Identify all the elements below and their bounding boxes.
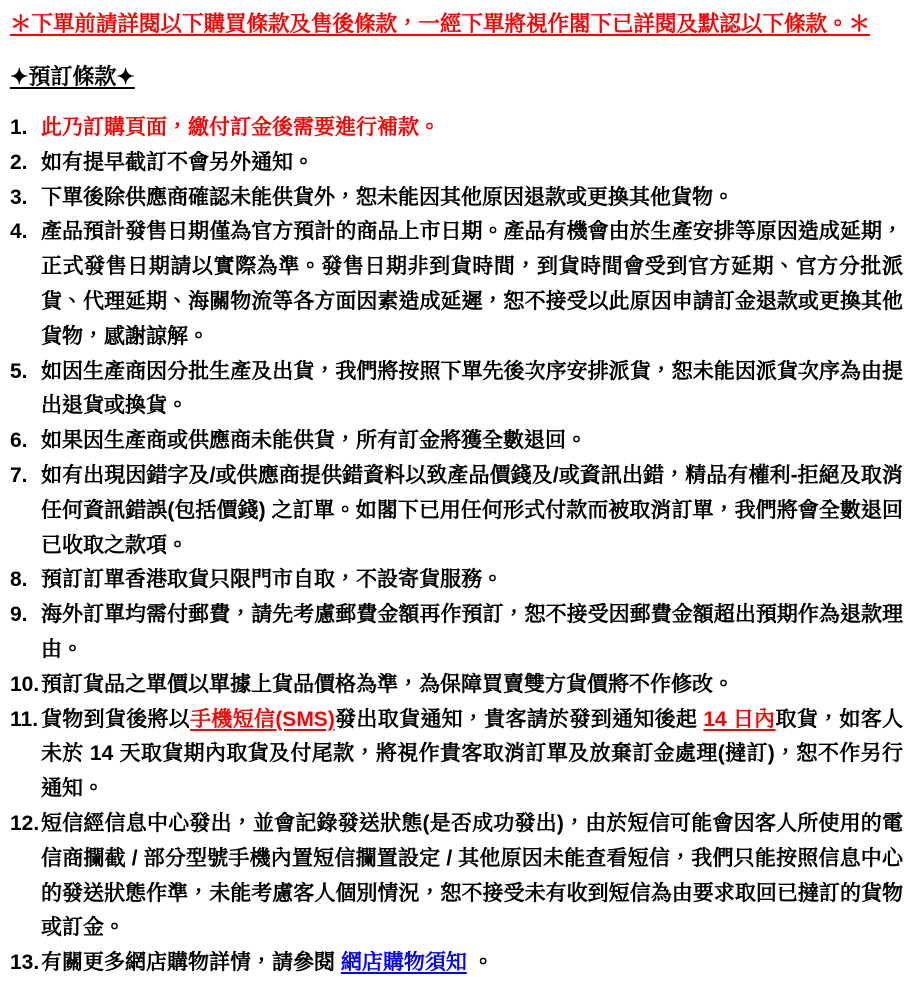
term-text	[41, 563, 903, 598]
term-number: 10.	[10, 672, 40, 696]
terms-list	[10, 111, 903, 981]
term-text	[41, 598, 903, 668]
term-text	[41, 181, 903, 216]
term-text	[41, 215, 903, 354]
term-item-11	[10, 703, 903, 807]
highlighted-text: 此乃訂購頁面，繳付訂金後需要進行補款。	[41, 116, 440, 139]
highlighted-text: 14 日內	[703, 707, 776, 731]
term-text-segment: 下單後除供應商確認未能供貨外，恕未能因其他原因退款或更換其他貨物。	[41, 185, 734, 209]
shop-guide-link[interactable]: 網店購物須知	[340, 951, 467, 975]
term-number: 3.	[10, 185, 28, 209]
term-item-8	[10, 563, 903, 598]
term-number: 4.	[10, 220, 28, 244]
term-text-segment: 取貨，如客人未於 14 天取貨期內取貨及付尾款，將視作貴客取消訂單及放棄訂金處理(撻訂)，恕不作另行通知。	[41, 707, 903, 801]
term-text-segment: 發出取貨通知，貴客請於發到通知後起	[334, 707, 704, 731]
term-text	[41, 946, 903, 981]
term-item-2	[10, 146, 903, 181]
term-item-6	[10, 424, 903, 459]
term-text	[41, 355, 903, 425]
term-text-segment: 產品預計發售日期僅為官方預計的商品上市日期。產品有機會由於生產安排等原因造成延期，正式發售日期請以實際為準。發售日期非到貨時間，到貨時間會受到官方延期、官方分批派貨、代理延期、海關物流等各方面因素造成延遲，恕不接受以此原因申請訂金退款或更換其他貨物，感謝諒解。	[41, 220, 903, 348]
term-text	[41, 807, 903, 946]
term-text	[41, 459, 903, 563]
term-text	[41, 668, 903, 703]
term-text-segment: 預訂訂單香港取貨只限門市自取，不設寄貨服務。	[41, 568, 503, 592]
term-number: 7.	[10, 463, 28, 487]
term-text	[41, 703, 903, 807]
term-item-13	[10, 946, 903, 981]
term-text-segment: 海外訂單均需付郵費，請先考慮郵費金額再作預訂，恕不接受因郵費金額超出預期作為退款理由。	[41, 603, 903, 661]
term-text-segment: 。	[466, 951, 494, 975]
term-number: 13.	[10, 951, 40, 975]
term-item-5	[10, 355, 903, 425]
term-item-9	[10, 598, 903, 668]
term-item-4	[10, 215, 903, 354]
term-item-10	[10, 668, 903, 703]
term-text	[41, 146, 903, 181]
header-warning: ＊下單前請詳閱以下購買條款及售後條款，一經下單將視作閣下已詳閱及默認以下條款。＊	[10, 12, 871, 36]
term-number: 8.	[10, 568, 28, 592]
term-text-segment: 有關更多網店購物詳情，請參閱	[41, 951, 341, 975]
term-text-segment: 短信經信息中心發出，並會記錄發送狀態(是否成功發出)，由於短信可能會因客人所使用的電信商攔截 / 部分型號手機內置短信攔置設定 / 其他原因未能查看短信，我們只能按照信息中心的發送狀態作準，未能考慮客人個別情況，恕不接受未有收到短信為由要求取回已撻訂的貨物或訂金。	[41, 811, 903, 940]
term-item-1	[10, 111, 903, 146]
term-item-12	[10, 807, 903, 946]
term-number: 2.	[10, 150, 28, 174]
term-text	[41, 111, 903, 146]
term-number: 12.	[10, 811, 40, 835]
term-number: 5.	[10, 359, 28, 383]
term-text-segment: 預訂貨品之單價以單據上貨品價格為準，為保障買賣雙方貨價將不作修改。	[41, 672, 734, 696]
highlighted-text: 手機短信(SMS)	[190, 707, 335, 731]
section-title: ✦預訂條款✦	[10, 64, 135, 89]
term-number: 1.	[10, 116, 28, 139]
term-text-segment: 貨物到貨後將以	[41, 707, 191, 731]
term-text-segment: 如因生產商因分批生產及出貨，我們將按照下單先後次序安排派貨，恕未能因派貨次序為由提出退貨或換貨。	[41, 359, 903, 418]
term-item-7	[10, 459, 903, 563]
term-text-segment: 如有出現因錯字及/或供應商提供錯資料以致產品價錢及/或資訊出錯，精品有權利-拒絕及取消任何資訊錯誤(包括價錢) 之訂單。如閣下已用任何形式付款而被取消訂單，我們將會全數退回已收取之款項。	[41, 463, 903, 557]
term-number: 9.	[10, 603, 28, 627]
term-item-3	[10, 181, 903, 216]
term-text-segment: 如果因生產商或供應商未能供貨，所有訂金將獲全數退回。	[41, 429, 587, 453]
term-text	[41, 424, 903, 459]
term-number: 11.	[10, 707, 39, 731]
term-number: 6.	[10, 429, 28, 453]
term-text-segment: 如有提早截訂不會另外通知。	[41, 150, 314, 174]
